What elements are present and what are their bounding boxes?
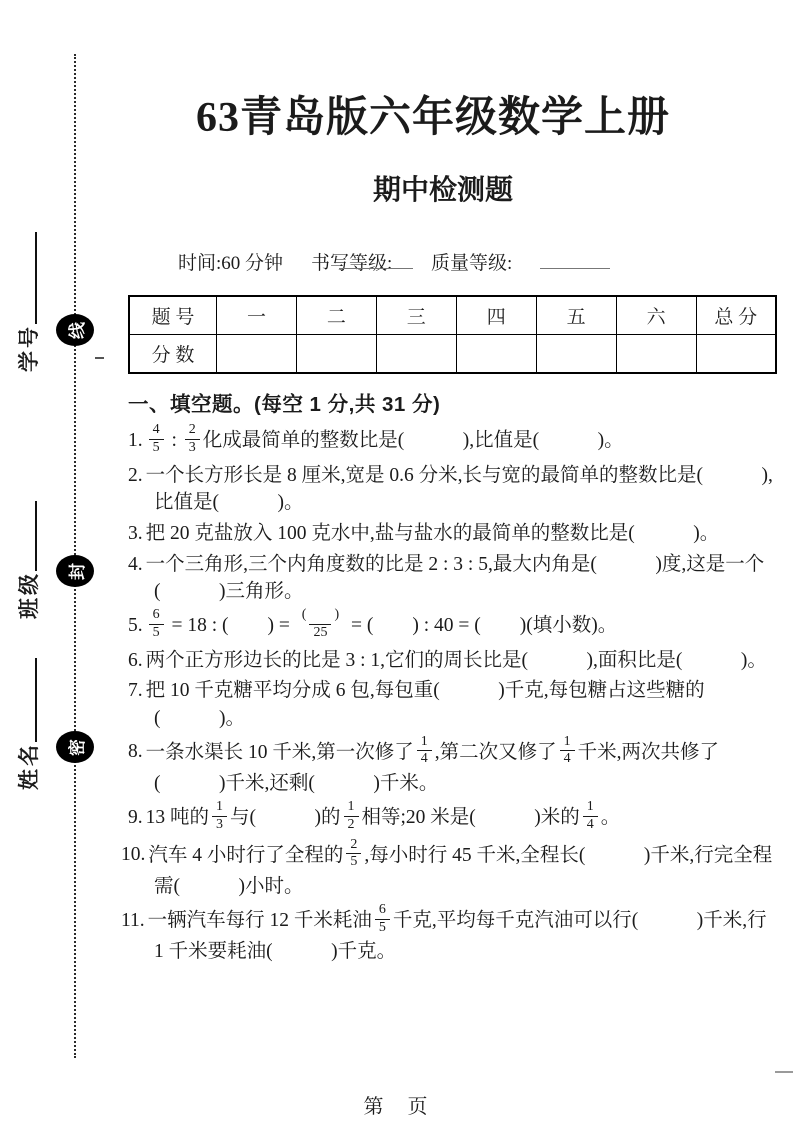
- score-header-1: 一: [217, 296, 297, 335]
- fraction-denominator: 4: [583, 816, 598, 834]
- fraction: [298, 607, 343, 642]
- score-cell: [376, 335, 456, 374]
- question-5: 5. $\frac{6}{5}$ = 18 : ( ) = $\frac{( )}{25}$ = ( ) : 40 = ( )(填小数)。: [128, 607, 618, 640]
- quality-grade-label: 质量等级:: [431, 253, 513, 274]
- fraction-numerator: 2: [350, 836, 358, 852]
- fraction-numerator: 1: [586, 798, 594, 814]
- score-cell: [296, 335, 376, 374]
- score-table-score-row: [129, 335, 776, 374]
- fraction-denominator: 3: [185, 439, 200, 457]
- fraction-denominator: 5: [346, 853, 361, 871]
- fraction-denominator: 5: [149, 439, 164, 457]
- seal-char-feng: 封: [67, 562, 87, 580]
- score-header-timu: 题 号: [129, 296, 217, 335]
- fraction: [375, 902, 390, 937]
- page-title: 63青岛版六年级数学上册: [195, 95, 670, 141]
- question-number: 11.: [121, 909, 145, 931]
- fraction-denominator: 2: [344, 816, 359, 834]
- question-number: 5.: [128, 614, 143, 636]
- fraction-numerator: ( ): [301, 607, 340, 623]
- score-header-2: 二: [296, 296, 376, 335]
- fraction: [212, 799, 227, 834]
- writing-grade-blank: [339, 264, 413, 269]
- student-id-blank-line: [33, 232, 37, 324]
- seal-stamp-mi: [56, 731, 94, 763]
- question-number: 3.: [128, 522, 143, 544]
- question-number: 8.: [128, 741, 143, 763]
- score-cell: [217, 335, 297, 374]
- seal-stamp-line: [56, 314, 94, 346]
- time-limit: 时间:60 分钟: [178, 253, 284, 274]
- fraction-denominator: 5: [375, 919, 390, 937]
- fraction-numerator: 6: [152, 607, 160, 623]
- exam-info-row: 时间:60 分钟 书写等级: 质量等级:: [128, 248, 778, 275]
- fraction: [417, 734, 432, 769]
- fraction-denominator: 25: [309, 624, 331, 642]
- question-1: 1. $\frac{4}{5}$ : $\frac{2}{3}$ 化成最简单的整数比是( ),比值是( )。: [128, 422, 624, 455]
- fraction: [560, 734, 575, 769]
- score-header-total: 总 分: [696, 296, 776, 335]
- fraction: [346, 837, 361, 872]
- question-number: 4.: [128, 553, 143, 575]
- question-6: 6. 两个正方形边长的比是 3 : 1,它们的周长比是( ),面积比是( )。: [128, 649, 767, 671]
- score-cell: [456, 335, 536, 374]
- fraction: [344, 799, 359, 834]
- seal-char-line: 线: [67, 321, 87, 339]
- score-header-4: 四: [456, 296, 536, 335]
- name-label: [13, 652, 41, 790]
- score-row-label: 分 数: [129, 335, 217, 374]
- fraction-numerator: 2: [188, 422, 196, 437]
- question-4: 4. 一个三角形,三个内角度数的比是 2 : 3 : 5,最大内角是( )度,这是一个( )三角形。: [128, 553, 765, 603]
- score-cell: [536, 335, 616, 374]
- quality-grade-blank: [540, 264, 610, 269]
- question-10: 10. 汽车 4 小时行了全程的 $\frac{2}{5}$ ,每小时行 45 千米,全程长( )千米,行完全程需( )小时。: [121, 836, 773, 898]
- question-11: 11. 一辆汽车每行 12 千米耗油 $\frac{6}{5}$ 千克,平均每千克汽油可以行( )千米,行 1 千米要耗油( )千克。: [121, 901, 767, 963]
- scan-artifact-dash: [95, 357, 104, 359]
- student-id-text: 学号: [18, 324, 41, 372]
- question-7: 7. 把 10 千克糖平均分成 6 包,每包重( )千克,每包糖占这些糖的( )。: [128, 680, 705, 729]
- score-cell: [696, 335, 776, 374]
- fraction: [185, 422, 200, 457]
- question-list: [121, 422, 778, 966]
- name-text: 姓名: [18, 742, 41, 790]
- question-number: 10.: [121, 844, 146, 866]
- question-number: 2.: [128, 464, 143, 486]
- score-header-5: 五: [536, 296, 616, 335]
- fraction-numerator: 1: [563, 733, 571, 749]
- score-table-header-row: [129, 296, 776, 335]
- main-content: [121, 0, 778, 969]
- question-9: 9. 13 吨的 $\frac{1}{3}$ 与( )的 $\frac{1}{2}$ 相等;20 米是( )米的 $\frac{1}{4}$ 。: [128, 798, 621, 832]
- class-blank-line: [33, 501, 37, 571]
- name-blank-line: [33, 658, 37, 742]
- seal-char-mi: 密: [67, 738, 87, 756]
- question-2: 2. 一个长方形长是 8 厘米,宽是 0.6 分米,长与宽的最简单的整数比是( ),比值是( )。: [128, 464, 773, 514]
- fraction-numerator: 1: [216, 798, 224, 814]
- question-3: 3. 把 20 克盐放入 100 克水中,盐与盐水的最简单的整数比是( )。: [128, 522, 720, 544]
- fraction-denominator: 4: [417, 750, 432, 768]
- fraction-numerator: 6: [378, 901, 386, 917]
- class-label: [13, 501, 41, 619]
- fraction: [149, 422, 164, 457]
- fraction-numerator: 4: [152, 422, 160, 437]
- fraction: [149, 607, 164, 642]
- question-number: 9.: [128, 806, 143, 828]
- page-subtitle: 期中检测题: [372, 175, 513, 206]
- score-header-6: 六: [616, 296, 696, 335]
- student-id-label: [13, 232, 41, 372]
- question-8: 8. 一条水渠长 10 千米,第一次修了 $\frac{1}{4}$ ,第二次又修了 $\frac{1}{4}$ 千米,两次共修了( )千米,还剩( )千米。: [128, 733, 720, 795]
- section-heading: 一、填空题。(每空 1 分,共 31 分): [128, 393, 441, 416]
- fraction-numerator: 1: [347, 798, 355, 814]
- seal-stamp-feng: [56, 555, 94, 587]
- class-text: 班级: [18, 571, 41, 619]
- fraction-denominator: 4: [560, 750, 575, 768]
- fraction-denominator: 3: [212, 816, 227, 834]
- page-edge-mark: [775, 1071, 793, 1073]
- score-cell: [616, 335, 696, 374]
- fraction-numerator: 1: [420, 733, 428, 749]
- fraction-denominator: 5: [149, 624, 164, 642]
- question-number: 1.: [128, 429, 143, 451]
- score-table: [128, 295, 777, 374]
- fraction: [583, 799, 598, 834]
- score-header-3: 三: [376, 296, 456, 335]
- question-number: 6.: [128, 649, 143, 671]
- page-footer: 第 页: [363, 1096, 430, 1118]
- question-number: 7.: [128, 680, 143, 702]
